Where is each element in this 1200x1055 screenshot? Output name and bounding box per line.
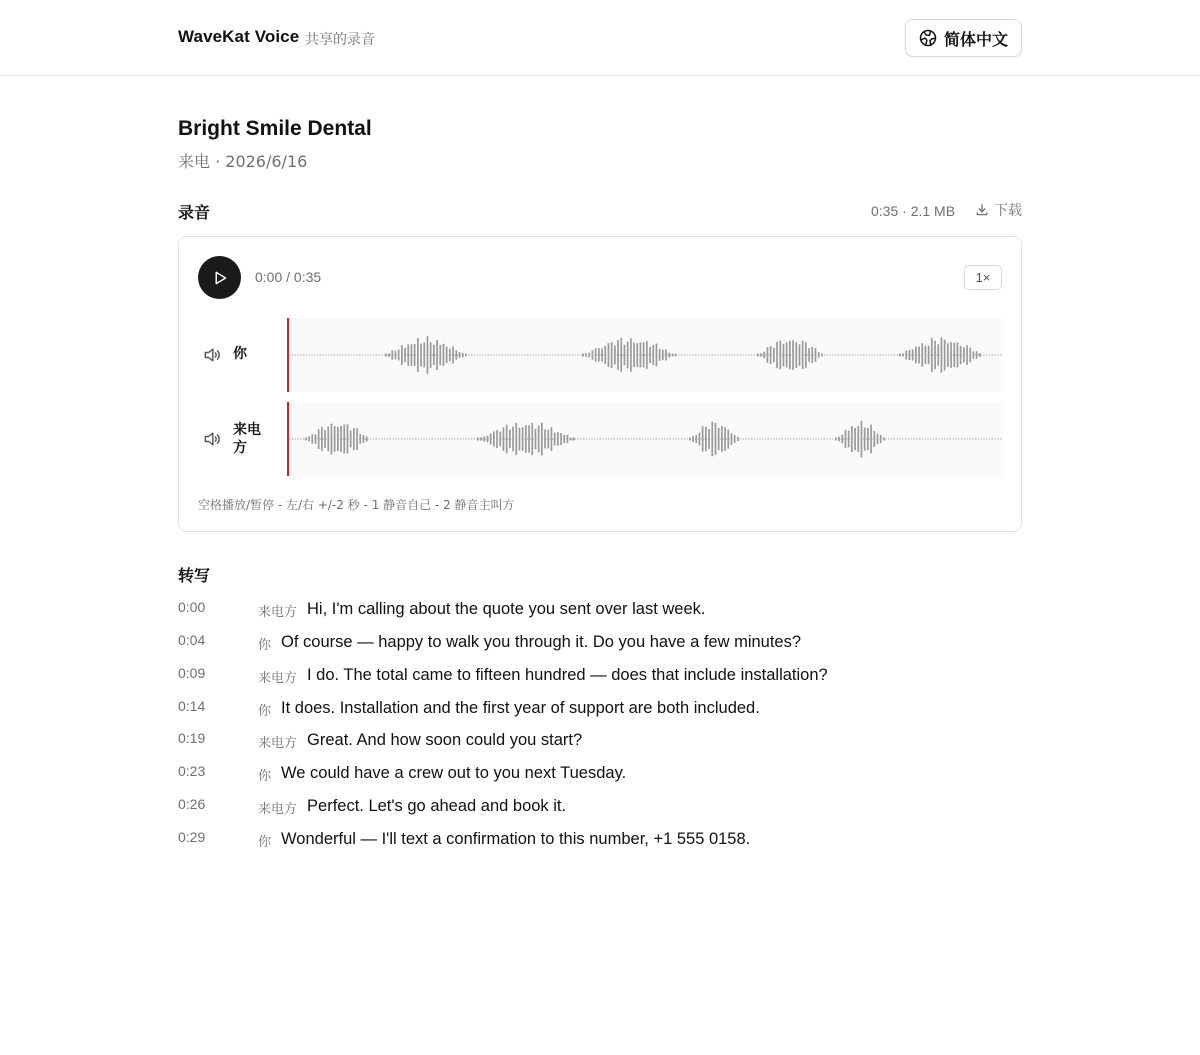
waveform-bar (337, 427, 339, 451)
page-title: Bright Smile Dental (178, 117, 372, 140)
waveform-bar (538, 426, 540, 453)
waveform-bar (845, 430, 847, 448)
recording-heading: 录音 (178, 203, 211, 222)
playhead (287, 318, 289, 392)
waveform-bar (318, 429, 320, 449)
waveform-bar (465, 354, 467, 357)
transcript-text: It does. Installation and the first year of support are both included. (281, 698, 760, 717)
waveform-bar (702, 426, 704, 451)
transcript-text: Hi, I'm calling about the quote you sent over last week. (307, 600, 706, 618)
waveform-bar (789, 341, 791, 370)
waveform-bar (818, 352, 820, 358)
waveform-bar (624, 345, 626, 366)
waveform-you[interactable] (287, 318, 1003, 392)
play-icon (211, 269, 229, 287)
waveform-bar (582, 354, 584, 357)
waveform-bar (525, 425, 527, 453)
speaker-icon[interactable] (202, 429, 222, 449)
call-meta: 来电 · 2026/6/16 (178, 152, 308, 171)
waveform-bar (592, 350, 594, 359)
waveform-bar (795, 342, 797, 368)
waveform-bar (633, 343, 635, 367)
transcript-speaker: 你 (258, 769, 272, 785)
transcript-line (258, 829, 750, 849)
waveform-bar (969, 348, 971, 363)
waveform-bar (734, 435, 736, 443)
track-caller (198, 402, 1003, 476)
transcript-speaker: 来电方 (258, 802, 298, 818)
language-label: 简体中文 (943, 29, 1008, 49)
waveform-bar (976, 351, 978, 359)
waveform-bar (327, 427, 329, 452)
waveform-bar (353, 428, 355, 450)
transcript-entry[interactable] (178, 663, 1022, 696)
waveform-bar (950, 342, 952, 368)
waveform-bar (496, 430, 498, 448)
time-display: 0:00 / 0:35 (255, 269, 322, 285)
download-button[interactable] (975, 200, 1022, 220)
waveform-bar (779, 341, 781, 370)
waveform-bar (620, 338, 622, 372)
transcript-line (258, 730, 582, 750)
waveform-bar (487, 436, 489, 443)
waveform-bar (347, 424, 349, 453)
waveform-bar (551, 427, 553, 451)
waveform-bar (767, 347, 769, 363)
waveform-graphic (287, 402, 1003, 476)
waveform-bar (430, 342, 432, 368)
waveform-bar (909, 350, 911, 360)
waveform-bar (727, 430, 729, 449)
waveform-bar (870, 425, 872, 454)
waveform-bar (925, 346, 927, 364)
waveform-bar (763, 352, 765, 359)
globe-icon (919, 29, 937, 47)
waveform-bar (649, 347, 651, 363)
play-button[interactable] (198, 256, 241, 299)
waveform-bar (783, 344, 785, 367)
waveform-bar (483, 436, 485, 441)
waveform-bar (646, 341, 648, 369)
transcript-timestamp[interactable]: 0:09 (178, 664, 206, 681)
waveform-bar (675, 354, 677, 357)
waveform-bar (665, 349, 667, 360)
transcript-text: Great. And how soon could you start? (307, 731, 583, 750)
transcript-entry[interactable] (178, 827, 1022, 860)
waveform-bar (350, 430, 352, 447)
waveform-bar (627, 342, 629, 369)
waveform-bar (979, 353, 981, 357)
waveform-bar (436, 340, 438, 370)
speaker-icon[interactable] (202, 345, 222, 365)
waveform-bar (414, 344, 416, 366)
waveform-bar (912, 349, 914, 360)
transcript-timestamp[interactable]: 0:29 (178, 828, 206, 845)
transcript-entry[interactable] (178, 761, 1022, 794)
waveform-bar (776, 342, 778, 369)
waveform-bar (960, 346, 962, 364)
waveform-bar (931, 338, 933, 372)
transcript-entry[interactable] (178, 630, 1022, 663)
waveform-bar (515, 423, 517, 455)
waveform-bar (864, 427, 866, 450)
waveform-bar (544, 430, 546, 449)
waveform-bar (493, 432, 495, 447)
waveform-bar (656, 344, 658, 367)
waveform-bar (557, 432, 559, 446)
waveform-bar (835, 438, 837, 441)
waveform-bar (401, 345, 403, 365)
waveform-bar (411, 344, 413, 366)
waveform-bar (966, 345, 968, 365)
waveform-bar (570, 438, 572, 441)
waveform-bar (506, 425, 508, 454)
waveform-bar (509, 430, 511, 448)
waveform-bar (443, 344, 445, 366)
transcript-timestamp[interactable]: 0:23 (178, 763, 206, 780)
waveform-bar (359, 434, 361, 444)
waveform-bar (805, 342, 807, 368)
waveform-bar (340, 426, 342, 452)
waveform-bar (770, 346, 772, 364)
transcript-entry[interactable] (178, 794, 1022, 827)
waveform-bar (541, 423, 543, 456)
transcript-entry[interactable] (178, 597, 1022, 630)
waveform-bar (695, 435, 697, 443)
waveform-bar (947, 343, 949, 367)
waveform-bar (724, 427, 726, 451)
waveform-bar (773, 348, 775, 363)
waveform-bar (899, 354, 901, 357)
transcript-timestamp[interactable]: 0:00 (178, 599, 206, 615)
waveform-bar (614, 346, 616, 365)
waveform-bar (499, 432, 501, 447)
waveform-bar (760, 353, 762, 357)
waveform-bar (692, 436, 694, 442)
waveform-bar (718, 428, 720, 450)
waveform-bar (604, 346, 606, 364)
language-button[interactable] (905, 19, 1022, 57)
waveform-bar (711, 422, 713, 457)
waveform-bar (535, 429, 537, 449)
waveform-bar (708, 429, 710, 449)
waveform-bar (462, 353, 464, 358)
recording-meta: 0:35 · 2.1 MB (871, 203, 956, 219)
waveform-bar (786, 343, 788, 368)
transcript-line (258, 665, 828, 685)
waveform-bar (459, 352, 461, 358)
transcript-timestamp[interactable]: 0:19 (178, 730, 206, 747)
transcript-text: Wonderful — I'll text a confirmation to this number, +1 555 0158. (281, 829, 751, 848)
waveform-bar (563, 435, 565, 443)
transcript-timestamp[interactable]: 0:14 (178, 697, 206, 714)
waveform-bar (699, 433, 701, 446)
waveform-bar (585, 353, 587, 357)
waveform-bar (573, 438, 575, 441)
waveform-bar (953, 343, 955, 367)
waveform-bar (883, 438, 885, 441)
transcript-timestamp[interactable]: 0:26 (178, 796, 206, 813)
waveform-bar (363, 435, 365, 443)
waveform-bar (973, 351, 975, 358)
waveform-bar (455, 350, 457, 360)
waveform-bar (417, 338, 419, 372)
waveform-bar (452, 346, 454, 363)
waveform-bar (554, 433, 556, 446)
waveform-bar (811, 347, 813, 363)
track-you (198, 318, 1003, 392)
waveform-bar (531, 423, 533, 455)
waveform-bar (905, 351, 907, 360)
waveform-bar (433, 345, 435, 365)
transcript-heading: 转写 (178, 566, 211, 585)
speed-button[interactable]: 1× (964, 265, 1002, 290)
waveform-bar (308, 436, 310, 441)
waveform-bar (921, 343, 923, 367)
transcript-text: Perfect. Let's go ahead and book it. (307, 797, 567, 816)
waveform-bar (601, 348, 603, 361)
waveform-bar (305, 438, 307, 441)
waveform-bar (477, 438, 479, 441)
waveform-bar (928, 346, 930, 365)
waveform-bar (668, 353, 670, 358)
waveform-bar (821, 354, 823, 357)
top-bar (0, 0, 1200, 76)
waveform-bar (662, 350, 664, 360)
keyboard-hint: 空格播放/暂停 - 左/右 +/-2 秒 - 1 静音自己 - 2 静音主叫方 (198, 498, 515, 512)
waveform-bar (705, 427, 707, 452)
transcript-speaker: 来电方 (258, 670, 298, 686)
waveform-bar (388, 353, 390, 357)
download-label: 下载 (994, 203, 1022, 219)
waveform-bar (918, 347, 920, 364)
transcript-speaker: 来电方 (258, 605, 298, 620)
playhead (287, 402, 289, 476)
waveform-bar (315, 434, 317, 444)
waveform-bar (321, 427, 323, 451)
waveform-bar (880, 435, 882, 443)
waveform-bar (547, 430, 549, 449)
waveform-bar (857, 426, 859, 452)
transcript-entry[interactable] (178, 696, 1022, 729)
waveform-bar (522, 427, 524, 451)
waveform-bar (731, 433, 733, 445)
waveform-bar (324, 430, 326, 448)
waveform-bar (395, 351, 397, 360)
waveform-bar (385, 354, 387, 357)
waveform-bar (934, 341, 936, 370)
waveform-bar (334, 426, 336, 452)
waveform-bar (715, 423, 717, 455)
waveform-bar (503, 427, 505, 451)
transcript-line (258, 698, 760, 718)
waveform-bar (588, 353, 590, 358)
waveform-bar (672, 354, 674, 357)
waveform-bar (630, 338, 632, 371)
waveform-bar (851, 426, 853, 452)
waveform-bar (391, 350, 393, 359)
waveform-bar (398, 350, 400, 361)
waveform-bar (689, 438, 691, 441)
transcript-line (258, 599, 705, 619)
transcript-timestamp[interactable]: 0:04 (178, 631, 206, 648)
waveform-bar (331, 424, 333, 455)
waveform-bar (652, 345, 654, 365)
waveform-bar (407, 344, 409, 366)
waveform-bar (867, 428, 869, 450)
transcript-line (258, 763, 626, 783)
waveform-bar (636, 343, 638, 367)
waveform-bar (519, 428, 521, 451)
waveform-bar (611, 342, 613, 368)
waveform-bar (877, 434, 879, 444)
waveform-bar (598, 348, 600, 362)
waveform-bar (608, 343, 610, 367)
transcript-text: I do. The total came to fifteen hundred — does that include installation? (307, 665, 828, 684)
waveform-bar (366, 436, 368, 441)
waveform-bar (861, 421, 863, 458)
waveform-bar (737, 437, 739, 441)
waveform-bar (311, 434, 313, 443)
waveform-bar (512, 427, 514, 452)
waveform-bar (957, 343, 959, 368)
waveform-bar (640, 342, 642, 367)
waveform-bar (944, 340, 946, 371)
waveform-graphic (287, 318, 1003, 392)
waveform-bar (617, 340, 619, 370)
waveform-bar (799, 344, 801, 365)
waveform-bar (420, 344, 422, 367)
waveform-bar (404, 348, 406, 362)
waveform-bar (643, 342, 645, 367)
waveform-bar (356, 428, 358, 450)
waveform-bar (427, 336, 429, 374)
waveform-bar (490, 434, 492, 445)
waveform-bar (902, 354, 904, 357)
waveform-bar (446, 347, 448, 364)
audio-player (178, 236, 1022, 532)
transcript-entry[interactable] (178, 728, 1022, 761)
waveform-bar (792, 340, 794, 370)
waveform-bar (848, 431, 850, 448)
download-icon (975, 203, 989, 217)
waveform-bar (941, 338, 943, 373)
brand-subtitle: 共享的录音 (305, 32, 375, 48)
waveform-bar (480, 437, 482, 440)
transcript-list (178, 597, 1022, 860)
waveform-bar (528, 425, 530, 453)
transcript-speaker: 你 (258, 637, 272, 653)
brand-name[interactable]: WaveKat Voice (178, 27, 300, 46)
transcript-speaker: 来电方 (258, 736, 298, 752)
waveform-bar (567, 435, 569, 443)
track-label-caller: 来电方 (233, 422, 261, 456)
waveform-bar (595, 348, 597, 361)
waveform-bar (841, 435, 843, 443)
waveform-bar (560, 433, 562, 445)
transcript-line (258, 632, 801, 652)
waveform-bar (439, 345, 441, 365)
waveform-bar (808, 348, 810, 362)
transcript-text: We could have a crew out to you next Tuesday. (281, 764, 627, 783)
waveform-bar (721, 426, 723, 452)
transcript-speaker: 你 (258, 834, 272, 850)
waveform-bar (963, 348, 965, 363)
waveform-caller[interactable] (287, 402, 1003, 476)
transcript-text: Of course — happy to walk you through it. Do you have a few minutes? (281, 632, 802, 651)
waveform-bar (659, 349, 661, 361)
waveform-bar (915, 347, 917, 364)
waveform-bar (873, 431, 875, 447)
waveform-bar (757, 354, 759, 357)
waveform-bar (815, 348, 817, 362)
waveform-bar (802, 341, 804, 369)
transcript-speaker: 你 (258, 703, 272, 719)
transcript-line (258, 796, 566, 816)
track-label-you: 你 (233, 346, 247, 362)
waveform-bar (854, 428, 856, 450)
waveform-bar (449, 349, 451, 362)
waveform-bar (838, 437, 840, 442)
waveform-bar (423, 342, 425, 367)
waveform-bar (343, 425, 345, 454)
waveform-bar (937, 344, 939, 365)
